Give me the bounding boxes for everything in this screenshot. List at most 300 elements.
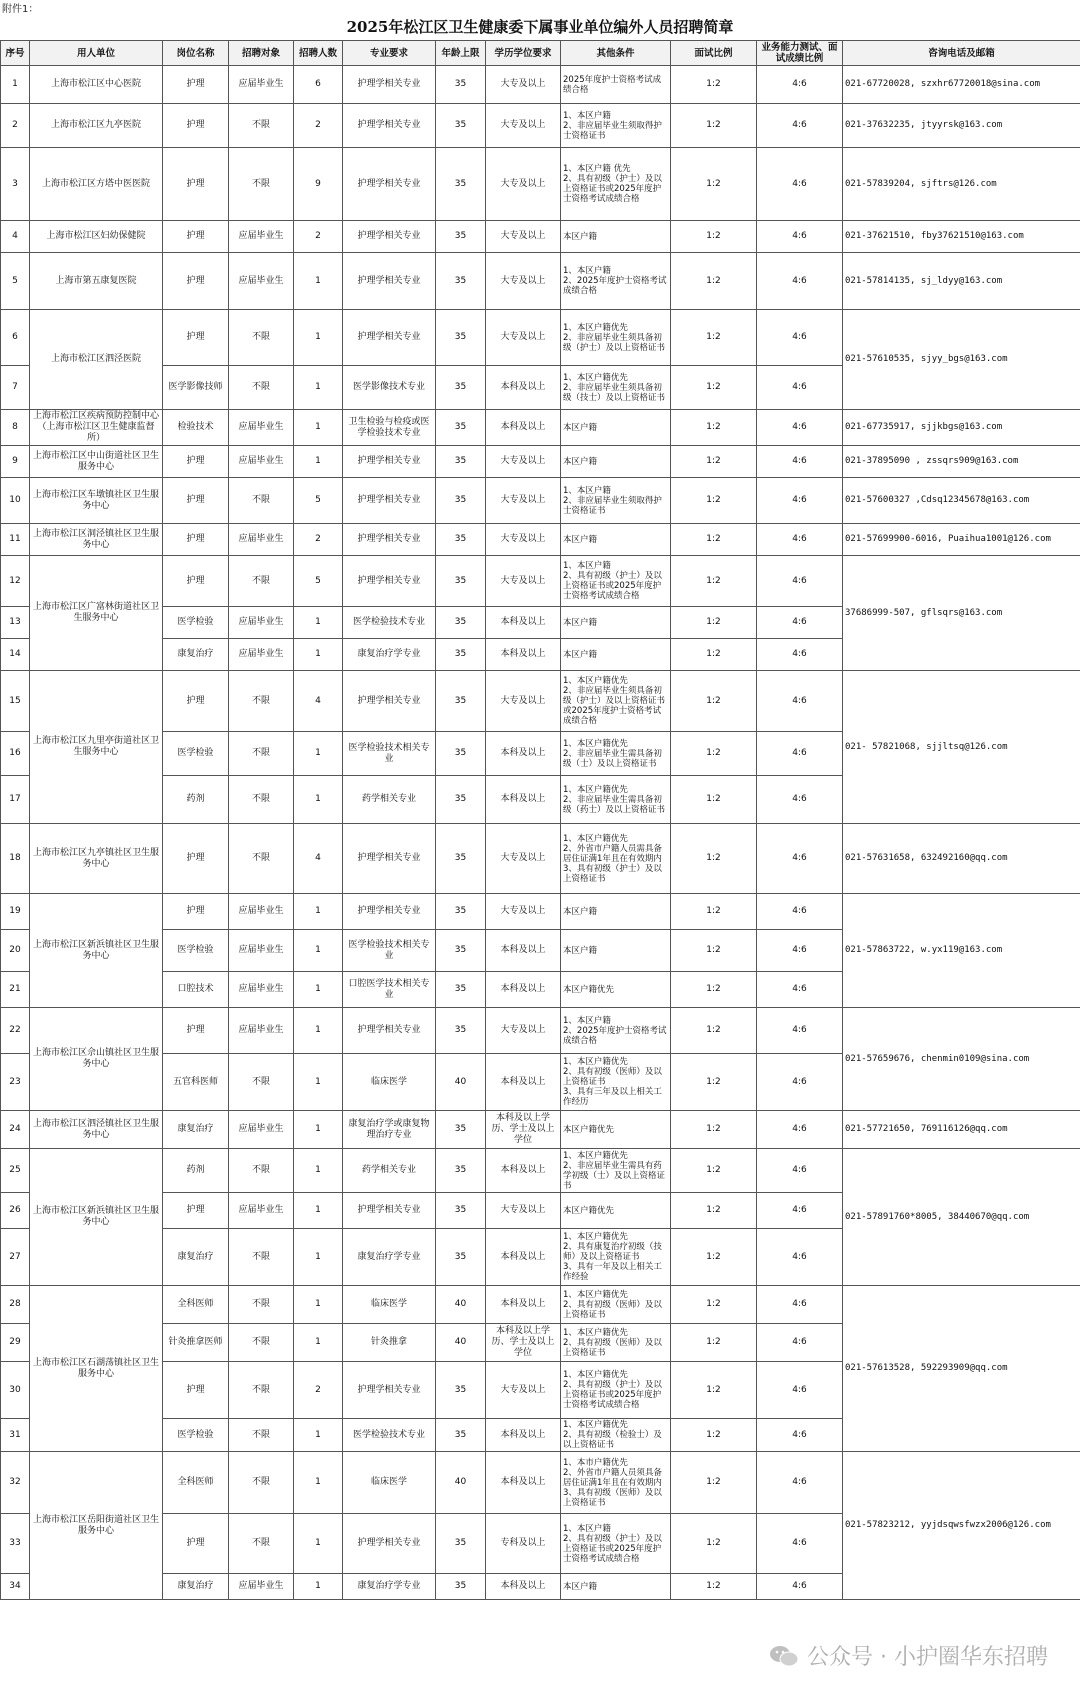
table-row [1, 1149, 1080, 1193]
post-cell: 医学检验 [163, 930, 229, 972]
contact-cell: 021-37632235, jtyyrsk@163.com [843, 104, 1080, 148]
post-cell: 药剂 [163, 1149, 229, 1193]
count-cell: 1 [294, 1574, 343, 1600]
interview-ratio-cell: 1:2 [671, 1008, 757, 1054]
employer-cell: 上海市松江区洞泾镇社区卫生服务中心 [30, 524, 163, 556]
row-number: 29 [1, 1324, 30, 1362]
other-conditions-cell: 1、本区户籍优先 2、非应届毕业生须具备初级（技士）及以上资格证书 [561, 366, 671, 410]
post-cell: 护理 [163, 310, 229, 366]
post-cell: 护理 [163, 1514, 229, 1574]
other-conditions-cell: 1、本区户籍优先 2、具有康复治疗初级（技师）及以上资格证书 3、具有一年及以上相关工作经验 [561, 1229, 671, 1286]
count-cell: 1 [294, 1419, 343, 1452]
interview-ratio-cell: 1:2 [671, 732, 757, 776]
count-cell: 1 [294, 1008, 343, 1054]
row-number: 34 [1, 1574, 30, 1600]
interview-ratio-cell: 1:2 [671, 478, 757, 524]
other-conditions-cell: 本区户籍优先 [561, 972, 671, 1008]
other-conditions-cell: 2025年度护士资格考试成绩合格 [561, 66, 671, 104]
contact-cell: 021-67735917, sjjkbgs@163.com [843, 410, 1080, 446]
age-cell: 35 [436, 148, 486, 221]
major-cell: 临床医学 [343, 1452, 436, 1514]
age-cell: 35 [436, 1193, 486, 1229]
major-cell: 护理学相关专业 [343, 221, 436, 253]
table-row [1, 1452, 1080, 1514]
score-ratio-cell: 4:6 [757, 446, 843, 478]
contact-cell: 021-57863722, w.yx119@163.com [843, 894, 1080, 1008]
row-number: 13 [1, 607, 30, 639]
employer-cell: 上海市松江区石湖荡镇社区卫生服务中心 [30, 1286, 163, 1452]
target-cell: 不限 [229, 824, 294, 894]
target-cell: 不限 [229, 478, 294, 524]
target-cell: 不限 [229, 1286, 294, 1324]
other-conditions-cell: 1、本区户籍优先 2、外省市户籍人员需具备居住证满1年且在有效期内 3、具有初级（护士）及以上资格证书 [561, 824, 671, 894]
recruitment-table [0, 40, 1080, 1600]
count-cell: 1 [294, 1229, 343, 1286]
major-cell: 医学检验技术专业 [343, 1419, 436, 1452]
count-cell: 1 [294, 1324, 343, 1362]
post-cell: 医学检验 [163, 1419, 229, 1452]
score-ratio-cell: 4:6 [757, 1324, 843, 1362]
other-conditions-cell: 1、本区户籍优先 2、非应届毕业生须具备初级（护士）及以上资格证书或2025年度护士资格考试成绩合格 [561, 671, 671, 732]
row-number: 24 [1, 1111, 30, 1149]
age-cell: 35 [436, 930, 486, 972]
count-cell: 1 [294, 639, 343, 671]
other-conditions-cell: 1、本区户籍 2、2025年度护士资格考试成绩合格 [561, 253, 671, 310]
row-number: 25 [1, 1149, 30, 1193]
education-cell: 本科及以上学历、学士及以上学位 [486, 1324, 561, 1362]
contact-cell: 021-37621510, fby37621510@163.com [843, 221, 1080, 253]
education-cell: 本科及以上 [486, 1229, 561, 1286]
row-number: 11 [1, 524, 30, 556]
count-cell: 1 [294, 1452, 343, 1514]
score-ratio-cell: 4:6 [757, 410, 843, 446]
interview-ratio-cell: 1:2 [671, 1514, 757, 1574]
target-cell: 应届毕业生 [229, 66, 294, 104]
other-conditions-cell: 1、本区户籍优先 2、非应届毕业生需具有药学初级（士）及以上资格证书 [561, 1149, 671, 1193]
education-cell: 本科及以上 [486, 776, 561, 824]
post-cell: 检验技术 [163, 410, 229, 446]
target-cell: 不限 [229, 104, 294, 148]
age-cell: 35 [436, 253, 486, 310]
education-cell: 本科及以上 [486, 1419, 561, 1452]
education-cell: 本科及以上 [486, 930, 561, 972]
education-cell: 本科及以上 [486, 1054, 561, 1111]
education-cell: 本科及以上 [486, 1149, 561, 1193]
header-cell: 岗位名称 [163, 41, 229, 66]
table-row [1, 824, 1080, 894]
major-cell: 口腔医学技术相关专业 [343, 972, 436, 1008]
education-cell: 大专及以上 [486, 478, 561, 524]
interview-ratio-cell: 1:2 [671, 671, 757, 732]
target-cell: 应届毕业生 [229, 1111, 294, 1149]
row-number: 20 [1, 930, 30, 972]
target-cell: 不限 [229, 1362, 294, 1419]
table-row [1, 1111, 1080, 1149]
other-conditions-cell: 本区户籍 [561, 607, 671, 639]
contact-cell: 021-57891760*8005, 38440670@qq.com [843, 1149, 1080, 1286]
age-cell: 35 [436, 972, 486, 1008]
major-cell: 护理学相关专业 [343, 894, 436, 930]
interview-ratio-cell: 1:2 [671, 556, 757, 607]
header-cell: 招聘人数 [294, 41, 343, 66]
major-cell: 护理学相关专业 [343, 524, 436, 556]
major-cell: 护理学相关专业 [343, 66, 436, 104]
count-cell: 1 [294, 1054, 343, 1111]
row-number: 19 [1, 894, 30, 930]
major-cell: 护理学相关专业 [343, 1514, 436, 1574]
employer-cell: 上海市松江区妇幼保健院 [30, 221, 163, 253]
score-ratio-cell: 4:6 [757, 66, 843, 104]
table-row [1, 221, 1080, 253]
row-number: 6 [1, 310, 30, 366]
interview-ratio-cell: 1:2 [671, 148, 757, 221]
age-cell: 35 [436, 478, 486, 524]
major-cell: 药学相关专业 [343, 1149, 436, 1193]
score-ratio-cell: 4:6 [757, 1149, 843, 1193]
major-cell: 护理学相关专业 [343, 671, 436, 732]
interview-ratio-cell: 1:2 [671, 1111, 757, 1149]
education-cell: 大专及以上 [486, 221, 561, 253]
row-number: 2 [1, 104, 30, 148]
count-cell: 2 [294, 1362, 343, 1419]
header-cell: 专业要求 [343, 41, 436, 66]
major-cell: 医学检验技术相关专业 [343, 732, 436, 776]
age-cell: 35 [436, 1149, 486, 1193]
row-number: 31 [1, 1419, 30, 1452]
post-cell: 医学检验 [163, 607, 229, 639]
count-cell: 9 [294, 148, 343, 221]
interview-ratio-cell: 1:2 [671, 776, 757, 824]
score-ratio-cell: 4:6 [757, 1229, 843, 1286]
employer-cell: 上海市松江区新浜镇社区卫生服务中心 [30, 1149, 163, 1286]
post-cell: 护理 [163, 1193, 229, 1229]
employer-cell: 上海市松江区九亭镇社区卫生服务中心 [30, 824, 163, 894]
row-number: 5 [1, 253, 30, 310]
target-cell: 应届毕业生 [229, 1008, 294, 1054]
row-number: 9 [1, 446, 30, 478]
major-cell: 护理学相关专业 [343, 824, 436, 894]
employer-cell: 上海市松江区疾病预防控制中心（上海市松江区卫生健康监督所） [30, 410, 163, 446]
score-ratio-cell: 4:6 [757, 253, 843, 310]
contact-cell: 021-57631658, 632492160@qq.com [843, 824, 1080, 894]
employer-cell: 上海市松江区泗泾镇社区卫生服务中心 [30, 1111, 163, 1149]
age-cell: 35 [436, 776, 486, 824]
header-cell: 招聘对象 [229, 41, 294, 66]
contact-cell: 021-37895090 , zssqrs909@163.com [843, 446, 1080, 478]
interview-ratio-cell: 1:2 [671, 1362, 757, 1419]
education-cell: 大专及以上 [486, 556, 561, 607]
education-cell: 本科及以上 [486, 639, 561, 671]
employer-cell: 上海市松江区方塔中医医院 [30, 148, 163, 221]
contact-cell: 021-57613528, 592293909@qq.com [843, 1286, 1080, 1452]
header-cell: 学历学位要求 [486, 41, 561, 66]
score-ratio-cell: 4:6 [757, 1111, 843, 1149]
target-cell: 不限 [229, 671, 294, 732]
count-cell: 4 [294, 671, 343, 732]
contact-cell: 021-57600327 ,Cdsq12345678@163.com [843, 478, 1080, 524]
target-cell: 应届毕业生 [229, 607, 294, 639]
interview-ratio-cell: 1:2 [671, 66, 757, 104]
table-row [1, 524, 1080, 556]
employer-cell: 上海市第五康复医院 [30, 253, 163, 310]
score-ratio-cell: 4:6 [757, 1452, 843, 1514]
age-cell: 40 [436, 1452, 486, 1514]
major-cell: 康复治疗学专业 [343, 1574, 436, 1600]
row-number: 10 [1, 478, 30, 524]
score-ratio-cell: 4:6 [757, 148, 843, 221]
post-cell: 全科医师 [163, 1286, 229, 1324]
target-cell: 应届毕业生 [229, 1193, 294, 1229]
major-cell: 医学检验技术相关专业 [343, 930, 436, 972]
target-cell: 不限 [229, 1054, 294, 1111]
interview-ratio-cell: 1:2 [671, 1229, 757, 1286]
other-conditions-cell: 1、本区户籍优先 2、具有初级（护士）及以上资格证书或2025年度护士资格考试成绩合格 [561, 1362, 671, 1419]
table-row [1, 66, 1080, 104]
post-cell: 护理 [163, 1008, 229, 1054]
education-cell: 大专及以上 [486, 253, 561, 310]
major-cell: 护理学相关专业 [343, 478, 436, 524]
major-cell: 医学检验技术专业 [343, 607, 436, 639]
header-cell: 序号 [1, 41, 30, 66]
age-cell: 35 [436, 671, 486, 732]
post-cell: 护理 [163, 894, 229, 930]
post-cell: 护理 [163, 66, 229, 104]
row-number: 3 [1, 148, 30, 221]
score-ratio-cell: 4:6 [757, 310, 843, 366]
major-cell: 护理学相关专业 [343, 1008, 436, 1054]
major-cell: 护理学相关专业 [343, 1362, 436, 1419]
education-cell: 大专及以上 [486, 1193, 561, 1229]
post-cell: 护理 [163, 556, 229, 607]
target-cell: 不限 [229, 556, 294, 607]
education-cell: 大专及以上 [486, 1008, 561, 1054]
interview-ratio-cell: 1:2 [671, 1324, 757, 1362]
interview-ratio-cell: 1:2 [671, 1286, 757, 1324]
interview-ratio-cell: 1:2 [671, 221, 757, 253]
other-conditions-cell: 本区户籍 [561, 1574, 671, 1600]
score-ratio-cell: 4:6 [757, 607, 843, 639]
interview-ratio-cell: 1:2 [671, 366, 757, 410]
contact-cell: 021-57839204, sjftrs@126.com [843, 148, 1080, 221]
other-conditions-cell: 本区户籍 [561, 221, 671, 253]
contact-cell: 021-57814135, sj_ldyy@163.com [843, 253, 1080, 310]
age-cell: 35 [436, 366, 486, 410]
other-conditions-cell: 1、本区户籍优先 2、具有初级（检验士）及以上资格证书 [561, 1419, 671, 1452]
employer-cell: 上海市松江区九亭医院 [30, 104, 163, 148]
count-cell: 5 [294, 556, 343, 607]
target-cell: 不限 [229, 1452, 294, 1514]
interview-ratio-cell: 1:2 [671, 524, 757, 556]
major-cell: 护理学相关专业 [343, 1193, 436, 1229]
table-row [1, 446, 1080, 478]
row-number: 7 [1, 366, 30, 410]
contact-cell: 37686999-507, gflsqrs@163.com [843, 556, 1080, 671]
header-row [1, 41, 1080, 66]
count-cell: 1 [294, 1193, 343, 1229]
table-row [1, 410, 1080, 446]
score-ratio-cell: 4:6 [757, 972, 843, 1008]
row-number: 1 [1, 66, 30, 104]
age-cell: 35 [436, 1419, 486, 1452]
other-conditions-cell: 本区户籍 [561, 446, 671, 478]
contact-cell: 021-57699900-6016, Puaihua1001@126.com [843, 524, 1080, 556]
table-row [1, 253, 1080, 310]
count-cell: 5 [294, 478, 343, 524]
post-cell: 护理 [163, 221, 229, 253]
other-conditions-cell: 1、本市户籍优先 2、外省市户籍人员须具备居住证满1年且在有效期内 3、具有初级（医师）及以上资格证书 [561, 1452, 671, 1514]
table-row [1, 556, 1080, 607]
score-ratio-cell: 4:6 [757, 894, 843, 930]
major-cell: 临床医学 [343, 1054, 436, 1111]
target-cell: 不限 [229, 1324, 294, 1362]
target-cell: 不限 [229, 1514, 294, 1574]
post-cell: 全科医师 [163, 1452, 229, 1514]
education-cell: 大专及以上 [486, 446, 561, 478]
post-cell: 护理 [163, 1362, 229, 1419]
employer-cell: 上海市松江区岳阳街道社区卫生服务中心 [30, 1452, 163, 1600]
row-number: 21 [1, 972, 30, 1008]
score-ratio-cell: 4:6 [757, 366, 843, 410]
major-cell: 卫生检验与检疫或医学检验技术专业 [343, 410, 436, 446]
age-cell: 35 [436, 1514, 486, 1574]
score-ratio-cell: 4:6 [757, 1008, 843, 1054]
major-cell: 临床医学 [343, 1286, 436, 1324]
interview-ratio-cell: 1:2 [671, 1149, 757, 1193]
interview-ratio-cell: 1:2 [671, 930, 757, 972]
score-ratio-cell: 4:6 [757, 1054, 843, 1111]
education-cell: 本科及以上 [486, 607, 561, 639]
score-ratio-cell: 4:6 [757, 1574, 843, 1600]
page-title: 2025年松江区卫生健康委下属事业单位编外人员招聘简章 [346, 18, 734, 36]
count-cell: 1 [294, 776, 343, 824]
target-cell: 应届毕业生 [229, 253, 294, 310]
other-conditions-cell: 1、本区户籍 2、2025年度护士资格考试成绩合格 [561, 1008, 671, 1054]
count-cell: 1 [294, 732, 343, 776]
target-cell: 应届毕业生 [229, 639, 294, 671]
other-conditions-cell: 1、本区户籍 2、非应届毕业生须取得护士资格证书 [561, 478, 671, 524]
age-cell: 35 [436, 310, 486, 366]
post-cell: 医学检验 [163, 732, 229, 776]
row-number: 32 [1, 1452, 30, 1514]
education-cell: 本科及以上 [486, 1452, 561, 1514]
post-cell: 康复治疗 [163, 1574, 229, 1600]
other-conditions-cell: 本区户籍 [561, 410, 671, 446]
employer-cell: 上海市松江区车墩镇社区卫生服务中心 [30, 478, 163, 524]
education-cell: 大专及以上 [486, 671, 561, 732]
age-cell: 35 [436, 607, 486, 639]
age-cell: 35 [436, 1008, 486, 1054]
other-conditions-cell: 本区户籍 [561, 894, 671, 930]
count-cell: 2 [294, 524, 343, 556]
education-cell: 本科及以上 [486, 366, 561, 410]
major-cell: 护理学相关专业 [343, 104, 436, 148]
other-conditions-cell: 1、本区户籍 2、具有初级（护士）及以上资格证书或2025年度护士资格考试成绩合格 [561, 556, 671, 607]
other-conditions-cell: 1、本区户籍 2、具有初级（护士）及以上资格证书或2025年度护士资格考试成绩合格 [561, 1514, 671, 1574]
education-cell: 大专及以上 [486, 824, 561, 894]
count-cell: 1 [294, 1514, 343, 1574]
major-cell: 护理学相关专业 [343, 148, 436, 221]
row-number: 26 [1, 1193, 30, 1229]
age-cell: 35 [436, 410, 486, 446]
interview-ratio-cell: 1:2 [671, 824, 757, 894]
interview-ratio-cell: 1:2 [671, 104, 757, 148]
score-ratio-cell: 4:6 [757, 824, 843, 894]
interview-ratio-cell: 1:2 [671, 310, 757, 366]
age-cell: 40 [436, 1286, 486, 1324]
other-conditions-cell: 1、本区户籍优先 2、具有初级（医师）及以上资格证书 [561, 1286, 671, 1324]
post-cell: 护理 [163, 253, 229, 310]
age-cell: 40 [436, 1054, 486, 1111]
target-cell: 不限 [229, 310, 294, 366]
score-ratio-cell: 4:6 [757, 104, 843, 148]
employer-cell: 上海市松江区佘山镇社区卫生服务中心 [30, 1008, 163, 1111]
score-ratio-cell: 4:6 [757, 478, 843, 524]
employer-cell: 上海市松江区中心医院 [30, 66, 163, 104]
contact-cell: 021- 57821068, sjjltsq@126.com [843, 671, 1080, 824]
education-cell: 大专及以上 [486, 894, 561, 930]
score-ratio-cell: 4:6 [757, 1419, 843, 1452]
header-cell: 年龄上限 [436, 41, 486, 66]
wechat-icon [769, 1644, 799, 1668]
major-cell: 康复治疗学或康复物理治疗专业 [343, 1111, 436, 1149]
table-row [1, 1286, 1080, 1324]
post-cell: 医学影像技师 [163, 366, 229, 410]
row-number: 23 [1, 1054, 30, 1111]
education-cell: 大专及以上 [486, 310, 561, 366]
row-number: 14 [1, 639, 30, 671]
post-cell: 康复治疗 [163, 639, 229, 671]
contact-cell: 021-57721650, 769116126@qq.com [843, 1111, 1080, 1149]
post-cell: 护理 [163, 524, 229, 556]
age-cell: 35 [436, 639, 486, 671]
target-cell: 应届毕业生 [229, 221, 294, 253]
post-cell: 护理 [163, 446, 229, 478]
count-cell: 1 [294, 607, 343, 639]
post-cell: 护理 [163, 671, 229, 732]
row-number: 28 [1, 1286, 30, 1324]
target-cell: 不限 [229, 1149, 294, 1193]
age-cell: 35 [436, 1574, 486, 1600]
age-cell: 40 [436, 1324, 486, 1362]
education-cell: 本科及以上 [486, 732, 561, 776]
post-cell: 护理 [163, 824, 229, 894]
contact-cell: 021-67720028, szxhr67720018@sina.com [843, 66, 1080, 104]
interview-ratio-cell: 1:2 [671, 972, 757, 1008]
target-cell: 不限 [229, 776, 294, 824]
age-cell: 35 [436, 1229, 486, 1286]
age-cell: 35 [436, 894, 486, 930]
target-cell: 应届毕业生 [229, 1574, 294, 1600]
count-cell: 1 [294, 972, 343, 1008]
post-cell: 五官科医师 [163, 1054, 229, 1111]
score-ratio-cell: 4:6 [757, 1514, 843, 1574]
count-cell: 1 [294, 410, 343, 446]
age-cell: 35 [436, 1362, 486, 1419]
education-cell: 大专及以上 [486, 104, 561, 148]
age-cell: 35 [436, 1111, 486, 1149]
education-cell: 大专及以上 [486, 148, 561, 221]
score-ratio-cell: 4:6 [757, 639, 843, 671]
age-cell: 35 [436, 221, 486, 253]
major-cell: 护理学相关专业 [343, 253, 436, 310]
education-cell: 大专及以上 [486, 524, 561, 556]
major-cell: 护理学相关专业 [343, 446, 436, 478]
interview-ratio-cell: 1:2 [671, 607, 757, 639]
post-cell: 针灸推拿医师 [163, 1324, 229, 1362]
other-conditions-cell: 本区户籍 [561, 524, 671, 556]
table-row [1, 478, 1080, 524]
interview-ratio-cell: 1:2 [671, 410, 757, 446]
